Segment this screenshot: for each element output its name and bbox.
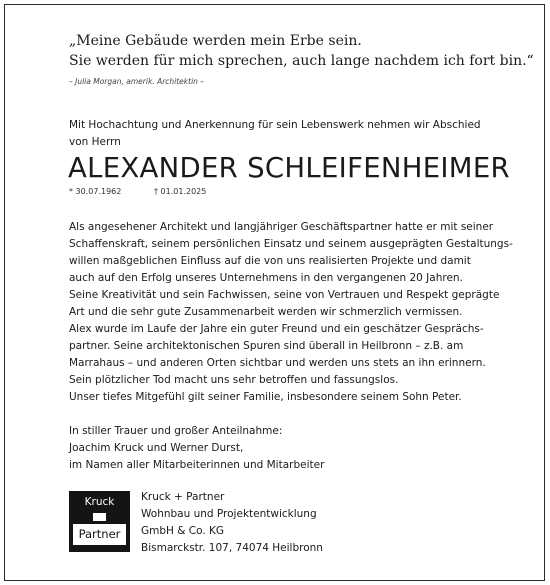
quote-line: Sie werden für mich sprechen, auch lange nachdem ich fort bin.“ [69, 53, 534, 69]
tribute-line: Alex wurde im Laufe der Jahre ein guter Freund und ein geschätzer Gesprächs- [69, 323, 484, 335]
tribute-line: Seine Kreativität und sein Fachwissen, seine von Vertrauen und Respekt geprägte [69, 289, 500, 301]
condolence-line: Unser tiefes Mitgefühl gilt seiner Familie, insbesondere seinem Sohn Peter. [69, 391, 462, 403]
signature-line: In stiller Trauer und großer Anteilnahme: [69, 425, 283, 437]
tribute-line: Marrahaus – und anderen Orten sichtbar und werden uns stets an ihn erinnern. [69, 357, 486, 369]
signature-line: im Namen aller Mitarbeiterinnen und Mitarbeiter [69, 459, 325, 471]
company-line: Bismarckstr. 107, 74074 Heilbronn [141, 542, 323, 554]
intro-line: von Herrn [69, 136, 121, 148]
company-line: GmbH & Co. KG [141, 525, 225, 537]
company-line: Kruck + Partner [141, 491, 225, 503]
birth-date: * 30.07.1962 [69, 187, 122, 196]
quote-line: „Meine Gebäude werden mein Erbe sein. [69, 33, 362, 49]
tribute-line: Als angesehener Architekt und langjähriger Geschäftspartner hatte er mit seiner [69, 221, 494, 233]
condolence-paragraph [69, 372, 509, 406]
condolence-line: Sein plötzlicher Tod macht uns sehr betroffen und fassungslos. [69, 374, 399, 386]
company-address [141, 489, 323, 557]
signature-line: Joachim Kruck und Werner Durst, [69, 442, 244, 454]
tribute-line: willen maßgeblichen Einfluss auf die von uns realisierten Projekte und damit [69, 255, 471, 267]
quote [69, 31, 534, 71]
tribute-paragraph [69, 219, 513, 372]
logo-bottom-word: Partner [78, 527, 121, 541]
tribute-line: Art und die sehr gute Zusammenarbeit werden wir schmerzlich vermissen. [69, 306, 463, 318]
life-dates [69, 187, 207, 196]
tribute-line: partner. Seine architektonischen Spuren sind überall in Heilbronn – z.B. am [69, 340, 464, 352]
intro-line: Mit Hochachtung und Anerkennung für sein Lebenswerk nehmen wir Abschied [69, 119, 481, 131]
tribute-line: Schaffenskraft, seinem persönlichen Einsatz und seinem ausgeprägten Gestaltungs- [69, 238, 513, 250]
company-logo [69, 491, 130, 552]
deceased-name: ALEXANDER SCHLEIFENHEIMER [68, 152, 510, 184]
logo-square-mark [93, 513, 106, 521]
company-line: Wohnbau und Projektentwicklung [141, 508, 317, 520]
signature-block [69, 423, 509, 474]
death-date: † 01.01.2025 [154, 187, 207, 196]
quote-attribution: – Julia Morgan, amerik. Architektin – [69, 77, 205, 86]
tribute-line: auch auf den Erfolg unseres Unternehmens in den vergangenen 20 Jahren. [69, 272, 463, 284]
logo-top-word: Kruck [84, 496, 115, 508]
intro-text [69, 117, 509, 151]
